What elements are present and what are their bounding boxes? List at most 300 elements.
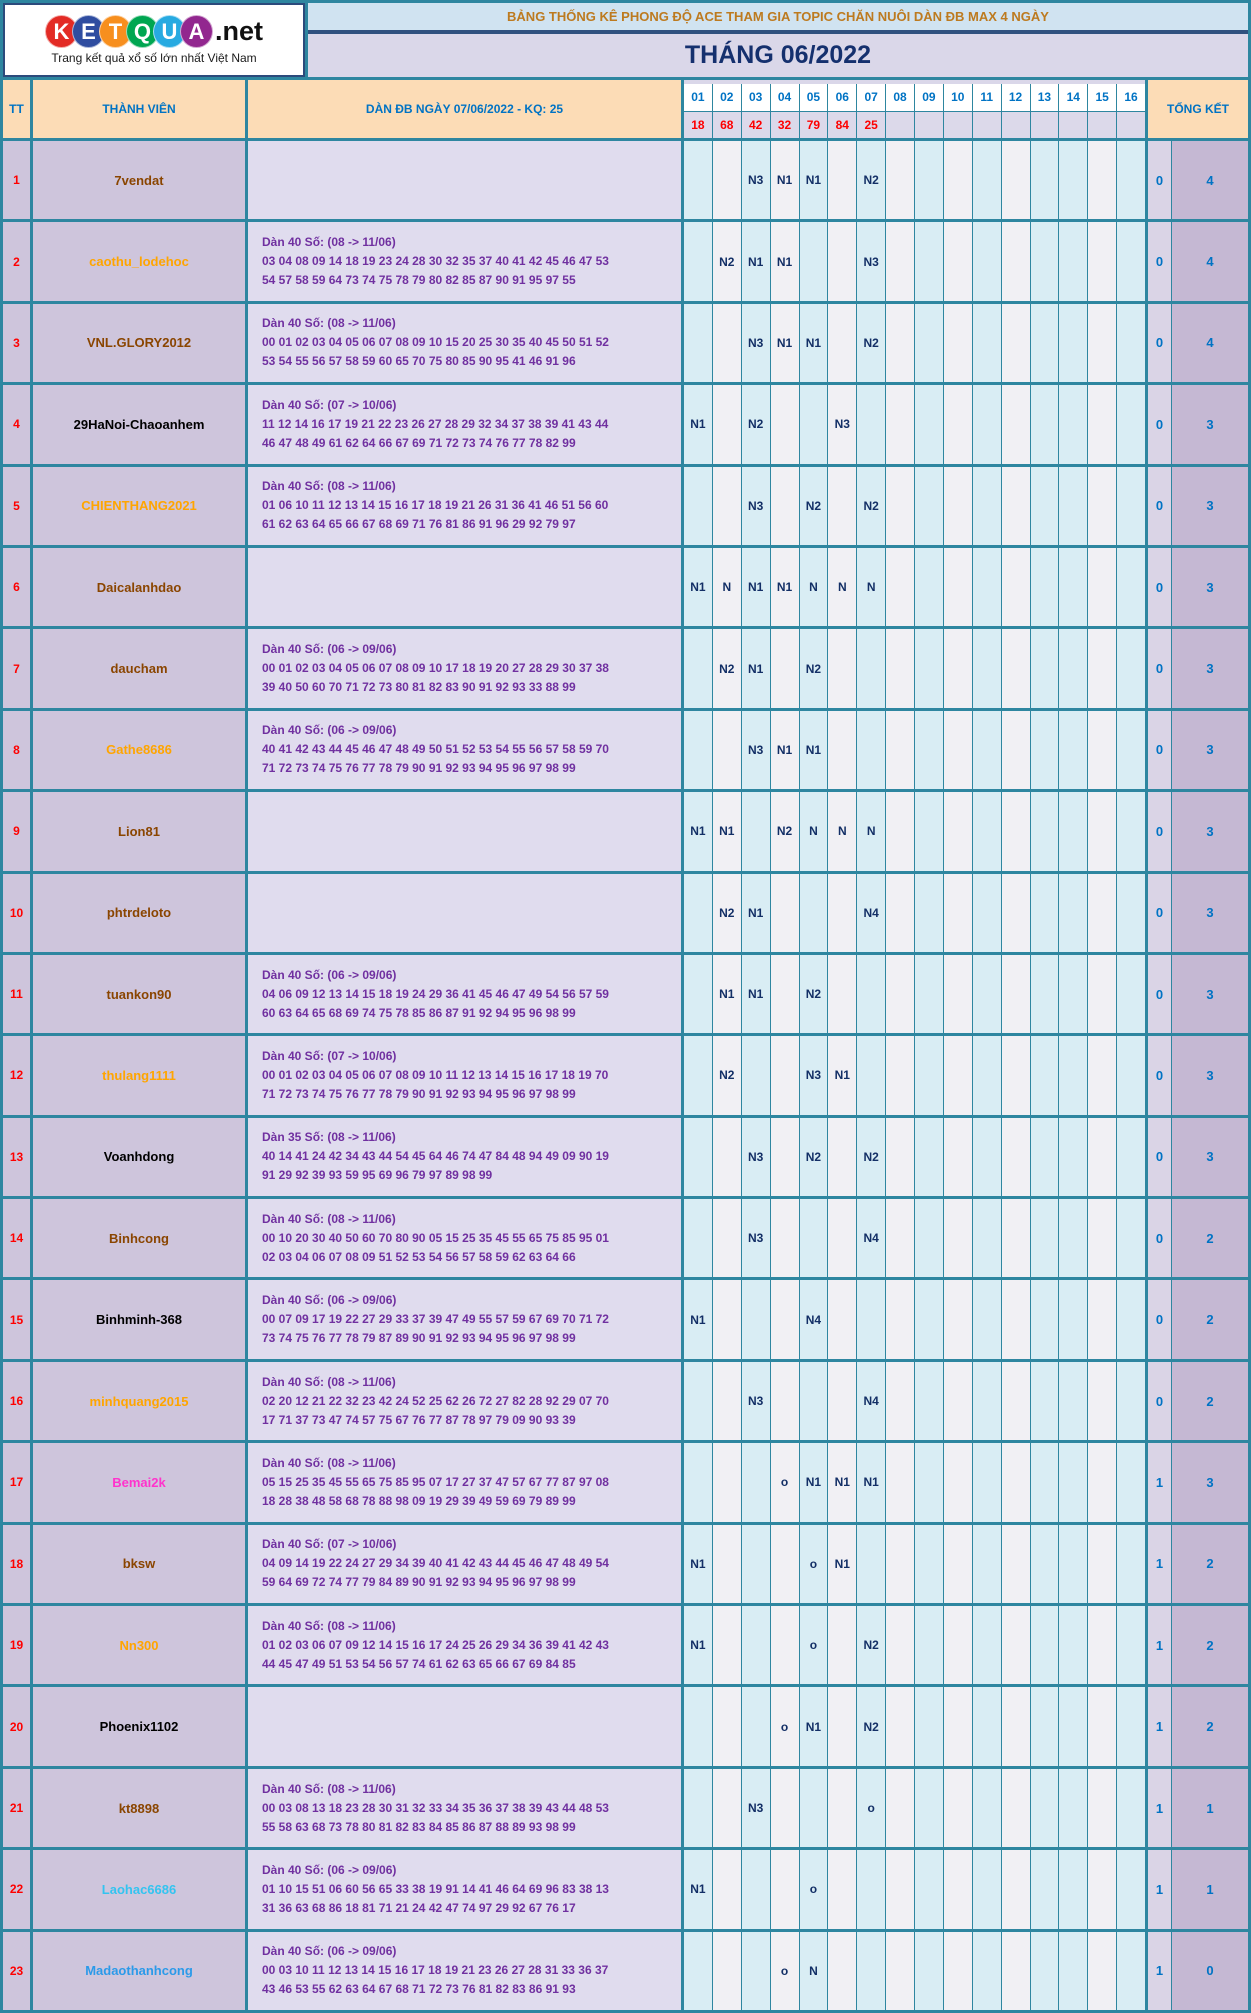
day-cell-01: N1 — [684, 1606, 713, 1684]
day-cell-02: N2 — [713, 874, 742, 952]
dan-line: 04 06 09 12 13 14 15 18 19 24 29 36 41 45 46 47 49 54 56 57 59 — [262, 986, 609, 1001]
day-cell-01 — [684, 629, 713, 707]
dan-line: 71 72 73 74 75 76 77 78 79 90 91 92 93 94 95 96 97 98 99 — [262, 1086, 576, 1101]
tt-cell: 23 — [3, 1932, 30, 2010]
day-cell-09 — [915, 1118, 944, 1196]
day-cell-09 — [915, 304, 944, 382]
day-cell-13 — [1031, 874, 1060, 952]
day-cell-05: N2 — [800, 467, 829, 545]
tongket-hit-cell: 0 — [1148, 141, 1172, 219]
tongket-score-cell: 2 — [1172, 1525, 1248, 1603]
day-cell-08 — [886, 792, 915, 870]
dan-label: Dàn 40 Số: (08 -> 11/06) — [262, 1211, 396, 1226]
day-cell-10 — [944, 385, 973, 463]
day-cell-01 — [684, 1362, 713, 1440]
dan-line: 40 41 42 43 44 45 46 47 48 49 50 51 52 53 54 55 56 57 58 59 70 — [262, 742, 609, 757]
member-name: Bemai2k — [33, 1443, 245, 1521]
dan-cell — [248, 792, 681, 870]
day-cell-01 — [684, 955, 713, 1033]
tongket-hit-cell: 0 — [1148, 467, 1172, 545]
member-name: Binhminh-368 — [33, 1280, 245, 1358]
member-name: Laohac6686 — [33, 1850, 245, 1928]
day-cell-15 — [1088, 1769, 1117, 1847]
day-cell-05: N1 — [800, 711, 829, 789]
tt-cell: 15 — [3, 1280, 30, 1358]
day-cell-04 — [771, 1036, 800, 1114]
day-cell-16 — [1117, 304, 1145, 382]
day-cell-04: o — [771, 1687, 800, 1765]
day-cell-02: N2 — [713, 1036, 742, 1114]
member-name: thulang1111 — [33, 1036, 245, 1114]
day-cell-04 — [771, 385, 800, 463]
day-cell-07: N1 — [857, 1443, 886, 1521]
day-cells — [684, 629, 1145, 707]
day-cell-04 — [771, 955, 800, 1033]
day-result-01: 18 — [684, 112, 713, 139]
day-cell-10 — [944, 467, 973, 545]
month-banner: THÁNG 06/2022 — [308, 34, 1248, 77]
dan-line: 55 58 63 68 73 78 80 81 82 83 84 85 86 87 88 89 93 98 99 — [262, 1819, 576, 1834]
day-cell-12 — [1002, 629, 1031, 707]
day-cell-08 — [886, 1199, 915, 1277]
day-cell-05: N — [800, 1932, 829, 2010]
member-name: VNL.GLORY2012 — [33, 304, 245, 382]
day-cell-14 — [1059, 548, 1088, 626]
day-result-16 — [1117, 112, 1145, 139]
day-header-04: 04 — [771, 84, 800, 111]
day-cell-11 — [973, 1769, 1002, 1847]
day-result-09 — [915, 112, 944, 139]
dan-label: Dàn 40 Số: (08 -> 11/06) — [262, 1781, 396, 1796]
day-cell-08 — [886, 1606, 915, 1684]
day-cell-16 — [1117, 1769, 1145, 1847]
day-cell-02 — [713, 1769, 742, 1847]
day-cell-08 — [886, 1687, 915, 1765]
day-cell-08 — [886, 1280, 915, 1358]
table-row — [3, 792, 1248, 870]
day-header-09: 09 — [915, 84, 944, 111]
day-cell-08 — [886, 467, 915, 545]
day-cell-02 — [713, 1932, 742, 2010]
logo-letter-k: K — [45, 15, 78, 48]
day-cell-11 — [973, 1280, 1002, 1358]
member-name: Lion81 — [33, 792, 245, 870]
day-cell-15 — [1088, 1280, 1117, 1358]
day-cells — [684, 1118, 1145, 1196]
day-cell-03 — [742, 1280, 771, 1358]
dan-line: 71 72 73 74 75 76 77 78 79 90 91 92 93 94 95 96 97 98 99 — [262, 761, 576, 776]
day-cell-15 — [1088, 141, 1117, 219]
day-cell-08 — [886, 1118, 915, 1196]
day-cell-12 — [1002, 1850, 1031, 1928]
day-cell-14 — [1059, 1443, 1088, 1521]
day-cell-13 — [1031, 304, 1060, 382]
day-cell-11 — [973, 548, 1002, 626]
dan-cell — [248, 548, 681, 626]
dan-line: 91 29 92 39 93 59 95 69 96 79 97 89 98 99 — [262, 1168, 493, 1183]
day-cell-15 — [1088, 1443, 1117, 1521]
day-cell-08 — [886, 141, 915, 219]
day-cell-12 — [1002, 1687, 1031, 1765]
day-cell-08 — [886, 304, 915, 382]
tongket-score-cell: 3 — [1172, 1036, 1248, 1114]
day-cell-02 — [713, 1525, 742, 1603]
day-cell-06 — [828, 1199, 857, 1277]
day-cell-13 — [1031, 222, 1060, 300]
day-cell-04 — [771, 1118, 800, 1196]
day-cell-12 — [1002, 548, 1031, 626]
tongket-hit-cell: 1 — [1148, 1687, 1172, 1765]
dan-label: Dàn 40 Số: (08 -> 11/06) — [262, 479, 396, 494]
table-row — [3, 1932, 1248, 2010]
tongket-cells — [1148, 141, 1248, 219]
day-cell-06 — [828, 1932, 857, 2010]
day-cell-15 — [1088, 629, 1117, 707]
tt-cell: 8 — [3, 711, 30, 789]
day-cell-02 — [713, 1199, 742, 1277]
tongket-cells — [1148, 874, 1248, 952]
dan-line: 53 54 55 56 57 58 59 60 65 70 75 80 85 90 95 41 46 91 96 — [262, 354, 576, 369]
day-cell-16 — [1117, 1525, 1145, 1603]
tt-cell: 14 — [3, 1199, 30, 1277]
day-cell-13 — [1031, 141, 1060, 219]
day-cell-04: N1 — [771, 222, 800, 300]
day-cell-05: o — [800, 1606, 829, 1684]
day-cell-07: N3 — [857, 222, 886, 300]
tongket-score-cell: 4 — [1172, 222, 1248, 300]
member-name: bksw — [33, 1525, 245, 1603]
day-cell-13 — [1031, 1525, 1060, 1603]
day-cell-07: N — [857, 792, 886, 870]
day-header-14: 14 — [1059, 84, 1088, 111]
day-cell-07 — [857, 1932, 886, 2010]
day-cell-12 — [1002, 467, 1031, 545]
day-header-08: 08 — [886, 84, 915, 111]
day-cells — [684, 1199, 1145, 1277]
day-cell-07: N2 — [857, 467, 886, 545]
day-cell-14 — [1059, 1932, 1088, 2010]
tongket-hit-cell: 0 — [1148, 874, 1172, 952]
day-cell-12 — [1002, 141, 1031, 219]
member-name: Nn300 — [33, 1606, 245, 1684]
day-cell-09 — [915, 955, 944, 1033]
tongket-score-cell: 2 — [1172, 1606, 1248, 1684]
tongket-score-cell: 2 — [1172, 1362, 1248, 1440]
tongket-hit-cell: 0 — [1148, 304, 1172, 382]
day-cells — [684, 304, 1145, 382]
day-cell-10 — [944, 629, 973, 707]
day-cell-07 — [857, 1036, 886, 1114]
tt-cell: 16 — [3, 1362, 30, 1440]
day-cell-14 — [1059, 792, 1088, 870]
tongket-hit-cell: 1 — [1148, 1932, 1172, 2010]
day-cell-01 — [684, 222, 713, 300]
dan-label: Dàn 40 Số: (06 -> 09/06) — [262, 1293, 397, 1308]
day-cell-12 — [1002, 1932, 1031, 2010]
day-columns-header — [684, 80, 1145, 138]
tongket-score-cell: 1 — [1172, 1850, 1248, 1928]
day-result-15 — [1088, 112, 1117, 139]
day-cell-03 — [742, 1850, 771, 1928]
member-name: Voanhdong — [33, 1118, 245, 1196]
tongket-hit-cell: 0 — [1148, 1036, 1172, 1114]
topic-title-banner: BẢNG THỐNG KÊ PHONG ĐỘ ACE THAM GIA TOPIC CHĂN NUÔI DÀN ĐB MAX 4 NGÀY — [308, 3, 1248, 30]
day-cell-09 — [915, 1036, 944, 1114]
day-cell-07: N4 — [857, 1362, 886, 1440]
tongket-score-cell: 3 — [1172, 711, 1248, 789]
day-cell-12 — [1002, 1036, 1031, 1114]
day-cell-05: N1 — [800, 1443, 829, 1521]
dan-label: Dàn 40 Số: (07 -> 10/06) — [262, 1537, 397, 1552]
day-cell-09 — [915, 1769, 944, 1847]
day-cell-09 — [915, 1850, 944, 1928]
day-cell-01: N1 — [684, 385, 713, 463]
table-row — [3, 304, 1248, 382]
day-cell-13 — [1031, 1443, 1060, 1521]
day-cell-08 — [886, 222, 915, 300]
day-cell-02 — [713, 711, 742, 789]
day-cell-13 — [1031, 1036, 1060, 1114]
day-cell-13 — [1031, 1932, 1060, 2010]
day-cell-11 — [973, 1687, 1002, 1765]
table-row — [3, 1280, 1248, 1358]
tongket-cells — [1148, 1362, 1248, 1440]
day-cell-14 — [1059, 1850, 1088, 1928]
day-cell-06 — [828, 1606, 857, 1684]
day-cell-16 — [1117, 955, 1145, 1033]
dan-label: Dàn 40 Số: (06 -> 09/06) — [262, 642, 397, 657]
day-cell-02 — [713, 1687, 742, 1765]
day-cell-08 — [886, 1525, 915, 1603]
day-cell-15 — [1088, 955, 1117, 1033]
day-cell-03: N3 — [742, 141, 771, 219]
day-cell-08 — [886, 548, 915, 626]
tongket-score-cell: 3 — [1172, 955, 1248, 1033]
day-cell-05 — [800, 1362, 829, 1440]
day-cell-02 — [713, 141, 742, 219]
day-cells — [684, 1769, 1145, 1847]
day-header-15: 15 — [1088, 84, 1117, 111]
day-cell-03 — [742, 792, 771, 870]
day-cell-06 — [828, 874, 857, 952]
day-cell-08 — [886, 711, 915, 789]
dan-cell — [248, 304, 681, 382]
tongket-cells — [1148, 711, 1248, 789]
day-cells — [684, 141, 1145, 219]
day-header-01: 01 — [684, 84, 713, 111]
day-cell-05: N1 — [800, 304, 829, 382]
tongket-hit-cell: 0 — [1148, 711, 1172, 789]
dan-label: Dàn 40 Số: (08 -> 11/06) — [262, 1455, 396, 1470]
table-row — [3, 1199, 1248, 1277]
day-cell-06 — [828, 1687, 857, 1765]
dan-line: 61 62 63 64 65 66 67 68 69 71 76 81 86 91 96 29 92 79 97 — [262, 517, 576, 532]
day-cell-13 — [1031, 1199, 1060, 1277]
dan-line: 02 03 04 06 07 08 09 51 52 53 54 56 57 58 59 62 63 64 66 — [262, 1249, 576, 1264]
day-result-02: 68 — [713, 112, 742, 139]
tt-cell: 12 — [3, 1036, 30, 1114]
tongket-score-cell: 2 — [1172, 1280, 1248, 1358]
table-row — [3, 1606, 1248, 1684]
day-cell-04 — [771, 1199, 800, 1277]
day-cell-09 — [915, 1932, 944, 2010]
member-name: minhquang2015 — [33, 1362, 245, 1440]
day-cell-04: o — [771, 1932, 800, 2010]
tongket-hit-cell: 0 — [1148, 222, 1172, 300]
day-cells — [684, 1525, 1145, 1603]
dan-cell — [248, 1362, 681, 1440]
tongket-cells — [1148, 1687, 1248, 1765]
day-cell-10 — [944, 1850, 973, 1928]
member-name: Gathe8686 — [33, 711, 245, 789]
day-cell-09 — [915, 1606, 944, 1684]
day-cell-02 — [713, 304, 742, 382]
tongket-cells — [1148, 955, 1248, 1033]
day-cell-12 — [1002, 385, 1031, 463]
day-cell-07 — [857, 385, 886, 463]
member-column-header: THÀNH VIÊN — [33, 80, 245, 138]
tongket-cells — [1148, 548, 1248, 626]
day-cell-14 — [1059, 222, 1088, 300]
day-cell-11 — [973, 141, 1002, 219]
day-cell-12 — [1002, 1199, 1031, 1277]
day-cell-04 — [771, 874, 800, 952]
day-cells — [684, 955, 1145, 1033]
dan-cell — [248, 955, 681, 1033]
day-cell-16 — [1117, 1362, 1145, 1440]
day-cell-16 — [1117, 141, 1145, 219]
day-cell-10 — [944, 1280, 973, 1358]
tongket-score-cell: 3 — [1172, 1443, 1248, 1521]
day-cell-11 — [973, 874, 1002, 952]
day-cell-07 — [857, 1850, 886, 1928]
day-cell-11 — [973, 1118, 1002, 1196]
day-cell-09 — [915, 1687, 944, 1765]
day-cell-06: N1 — [828, 1036, 857, 1114]
day-cell-06 — [828, 1362, 857, 1440]
day-cell-13 — [1031, 1118, 1060, 1196]
day-cell-16 — [1117, 874, 1145, 952]
tongket-hit-cell: 0 — [1148, 792, 1172, 870]
tongket-hit-cell: 1 — [1148, 1443, 1172, 1521]
day-cell-06: N3 — [828, 385, 857, 463]
logo-letter-a: A — [180, 15, 213, 48]
day-result-values — [684, 111, 1145, 139]
member-name: Madaothanhcong — [33, 1932, 245, 2010]
day-cell-14 — [1059, 467, 1088, 545]
tt-cell: 2 — [3, 222, 30, 300]
day-cell-07: o — [857, 1769, 886, 1847]
day-cell-13 — [1031, 1280, 1060, 1358]
site-logo[interactable] — [3, 3, 305, 77]
dan-label: Dàn 40 Số: (06 -> 09/06) — [262, 1862, 397, 1877]
day-cell-06 — [828, 467, 857, 545]
dan-label: Dàn 40 Số: (06 -> 09/06) — [262, 1944, 397, 1959]
day-cells — [684, 1036, 1145, 1114]
tongket-score-cell: 3 — [1172, 1118, 1248, 1196]
table-row — [3, 141, 1248, 219]
day-cell-16 — [1117, 1932, 1145, 2010]
day-cell-14 — [1059, 1606, 1088, 1684]
tongket-cells — [1148, 1036, 1248, 1114]
dan-line: 54 57 58 59 64 73 74 75 78 79 80 82 85 87 90 91 95 97 55 — [262, 273, 576, 288]
day-cell-08 — [886, 1443, 915, 1521]
tongket-cells — [1148, 1932, 1248, 2010]
dan-cell — [248, 385, 681, 463]
member-name: tuankon90 — [33, 955, 245, 1033]
day-cell-15 — [1088, 222, 1117, 300]
day-cells — [684, 1932, 1145, 2010]
dan-line: 59 64 69 72 74 77 79 84 89 90 91 92 93 94 95 96 97 98 99 — [262, 1575, 576, 1590]
member-name: Phoenix1102 — [33, 1687, 245, 1765]
day-cell-11 — [973, 955, 1002, 1033]
day-cell-09 — [915, 1362, 944, 1440]
day-cell-12 — [1002, 792, 1031, 870]
day-header-02: 02 — [713, 84, 742, 111]
tt-cell: 10 — [3, 874, 30, 952]
day-cell-05: N — [800, 548, 829, 626]
day-cell-09 — [915, 1199, 944, 1277]
day-cell-14 — [1059, 1118, 1088, 1196]
day-cells — [684, 1280, 1145, 1358]
day-result-04: 32 — [771, 112, 800, 139]
tt-column-header: TT — [3, 80, 30, 138]
day-cell-13 — [1031, 955, 1060, 1033]
day-cell-01: N1 — [684, 792, 713, 870]
day-cell-05: N2 — [800, 1118, 829, 1196]
tongket-score-cell: 3 — [1172, 467, 1248, 545]
day-cell-08 — [886, 874, 915, 952]
day-result-03: 42 — [742, 112, 771, 139]
tongket-hit-cell: 0 — [1148, 548, 1172, 626]
tt-cell: 21 — [3, 1769, 30, 1847]
day-cell-06: N — [828, 548, 857, 626]
day-cell-16 — [1117, 548, 1145, 626]
day-cell-14 — [1059, 1280, 1088, 1358]
day-cell-15 — [1088, 548, 1117, 626]
day-cell-09 — [915, 711, 944, 789]
day-cell-07: N2 — [857, 1606, 886, 1684]
day-cell-04: o — [771, 1443, 800, 1521]
tongket-cells — [1148, 1443, 1248, 1521]
dan-line: 03 04 08 09 14 18 19 23 24 28 30 32 35 37 40 41 42 45 46 47 53 — [262, 254, 609, 269]
day-cell-07 — [857, 1280, 886, 1358]
dan-cell — [248, 874, 681, 952]
day-cell-15 — [1088, 1606, 1117, 1684]
day-cell-15 — [1088, 1199, 1117, 1277]
tongket-cells — [1148, 304, 1248, 382]
day-cell-05: N1 — [800, 141, 829, 219]
day-cells — [684, 222, 1145, 300]
day-cell-03: N3 — [742, 711, 771, 789]
dan-line: 40 14 41 24 42 34 43 44 54 45 64 46 74 47 84 48 94 49 09 90 19 — [262, 1149, 609, 1164]
tt-cell: 9 — [3, 792, 30, 870]
day-cell-06 — [828, 222, 857, 300]
day-cell-08 — [886, 385, 915, 463]
day-cell-03: N3 — [742, 1769, 771, 1847]
day-cell-02: N — [713, 548, 742, 626]
day-cell-01 — [684, 304, 713, 382]
day-cell-16 — [1117, 1036, 1145, 1114]
day-cell-03: N1 — [742, 629, 771, 707]
day-cell-06 — [828, 304, 857, 382]
table-row — [3, 222, 1248, 300]
day-cell-10 — [944, 711, 973, 789]
day-cell-10 — [944, 874, 973, 952]
day-cell-06 — [828, 711, 857, 789]
day-cells — [684, 1687, 1145, 1765]
day-cell-02 — [713, 385, 742, 463]
